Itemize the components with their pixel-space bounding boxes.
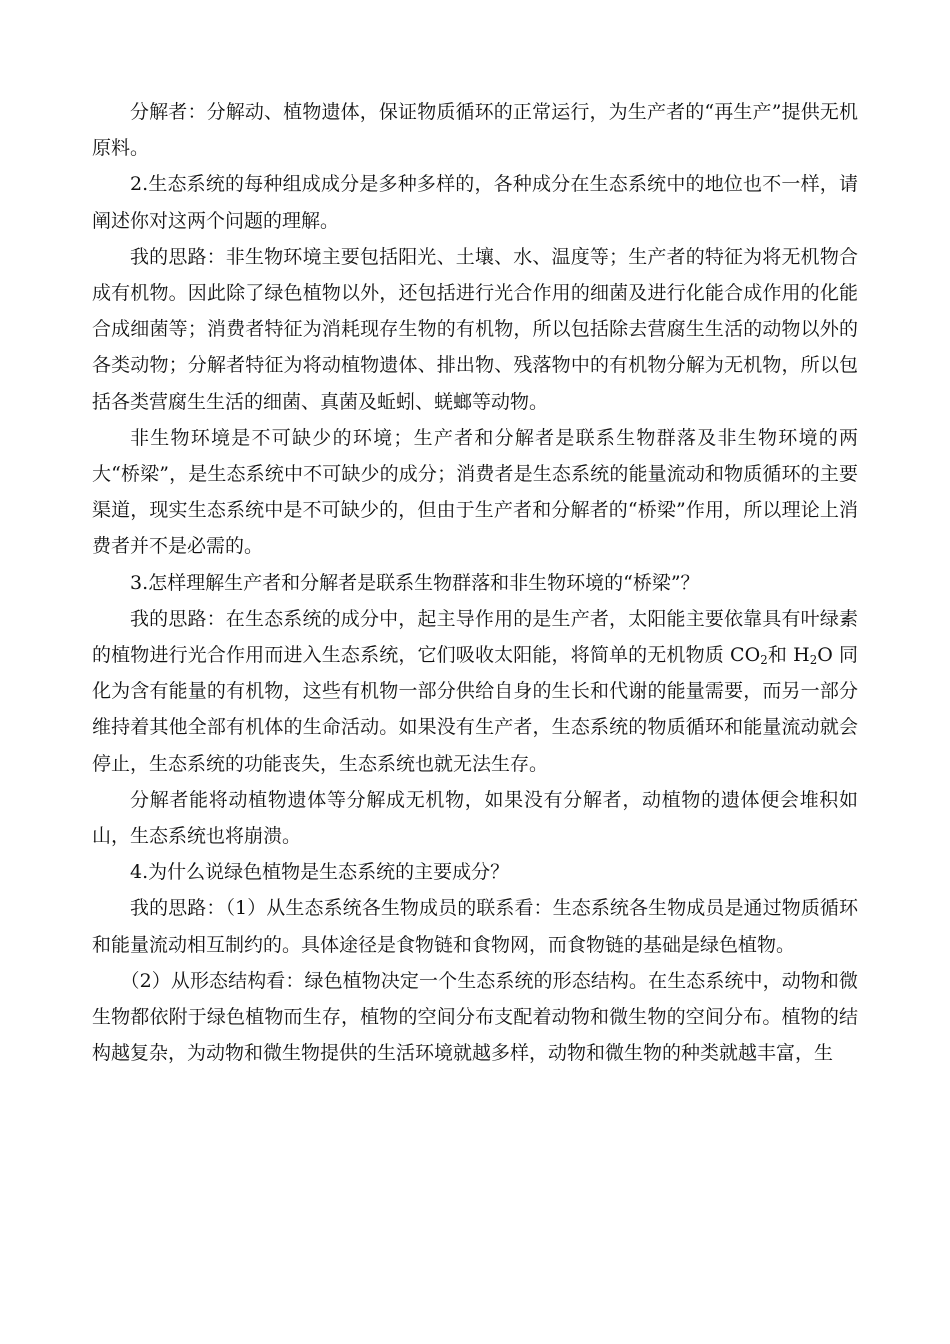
paragraph-decomposer-role: 分解者：分解动、植物遗体，保证物质循环的正常运行，为生产者的“再生产”提供无机原料。 [92, 101, 858, 160]
question-4: 4.为什么说绿色植物是生态系统的主要成分？ [130, 861, 510, 884]
answer-4-point-1: 我的思路：（1）从生态系统各生物成员的联系看：生态系统各生物成员是通过物质循环和能量流动相互制约的。具体途径是食物链和食物网，而食物链的基础是绿色植物。 [92, 897, 858, 956]
answer-3-part-1 [92, 601, 858, 782]
answer-3-text-c: O 同化为含有能量的有机物，这些有机物一部分供给自身的生长和代谢的能量需要，而另一部分维持着其他全部有机体的生命活动。如果没有生产者，生态系统的物质循环和能量流动就会停止，生态系统的功能丧失，生态系统也就无法生存。 [92, 644, 859, 775]
answer-3-text-a: 我的思路：在生态系统的成分中，起主导作用的是生产者，太阳能主要依靠具有叶绿素的植物进行光合作用而进入生态系统，它们吸收太阳能，将简单的无机物质 CO [92, 607, 858, 667]
question-2: 2.生态系统的每种组成成分是多种多样的，各种成分在生态系统中的地位也不一样，请阐述你对这两个问题的理解。 [92, 173, 858, 232]
question-3: 3.怎样理解生产者和分解者是联系生物群落和非生物环境的“桥梁”？ [130, 571, 700, 594]
answer-3-part-2: 分解者能将动植物遗体等分解成无机物，如果没有分解者，动植物的遗体便会堆积如山，生态系统也将崩溃。 [92, 788, 858, 848]
co2-subscript: 2 [760, 652, 768, 667]
answer-2-part-2: 非生物环境是不可缺少的环境；生产者和分解者是联系生物群落及非生物环境的两大“桥梁”，是生态系统中不可缺少的成分；消费者是生态系统的能量流动和物质循环的主要渠道，现实生态系统中是不可缺少的，但由于生产者和分解者的“桥梁”作用，所以理论上消费者并不是必需的。 [92, 426, 858, 558]
document-body [92, 94, 858, 1071]
h2o-subscript: 2 [809, 652, 818, 667]
answer-3-text-b: 和 H [767, 644, 810, 667]
answer-2-part-1: 我的思路：非生物环境主要包括阳光、土壤、水、温度等；生产者的特征为将无机物合成有机物。因此除了绿色植物以外，还包括进行光合作用的细菌及进行化能合成作用的化能合成细菌等；消费者特征为消耗现存生物的有机物，所以包括除去营腐生生活的动物以外的各类动物；分解者特征为将动植物遗体、排出物、残落物中的有机物分解为无机物，所以包括各类营腐生生活的细菌、真菌及蚯蚓、蜣螂等动物。 [92, 245, 858, 413]
answer-4-point-2: （2）从形态结构看：绿色植物决定一个生态系统的形态结构。在生态系统中，动物和微生物都依附于绿色植物而生存，植物的空间分布支配着动物和微生物的空间分布。植物的结构越复杂，为动物和微生物提供的生活环境就越多样，动物和微生物的种类就越丰富，生 [92, 969, 858, 1065]
